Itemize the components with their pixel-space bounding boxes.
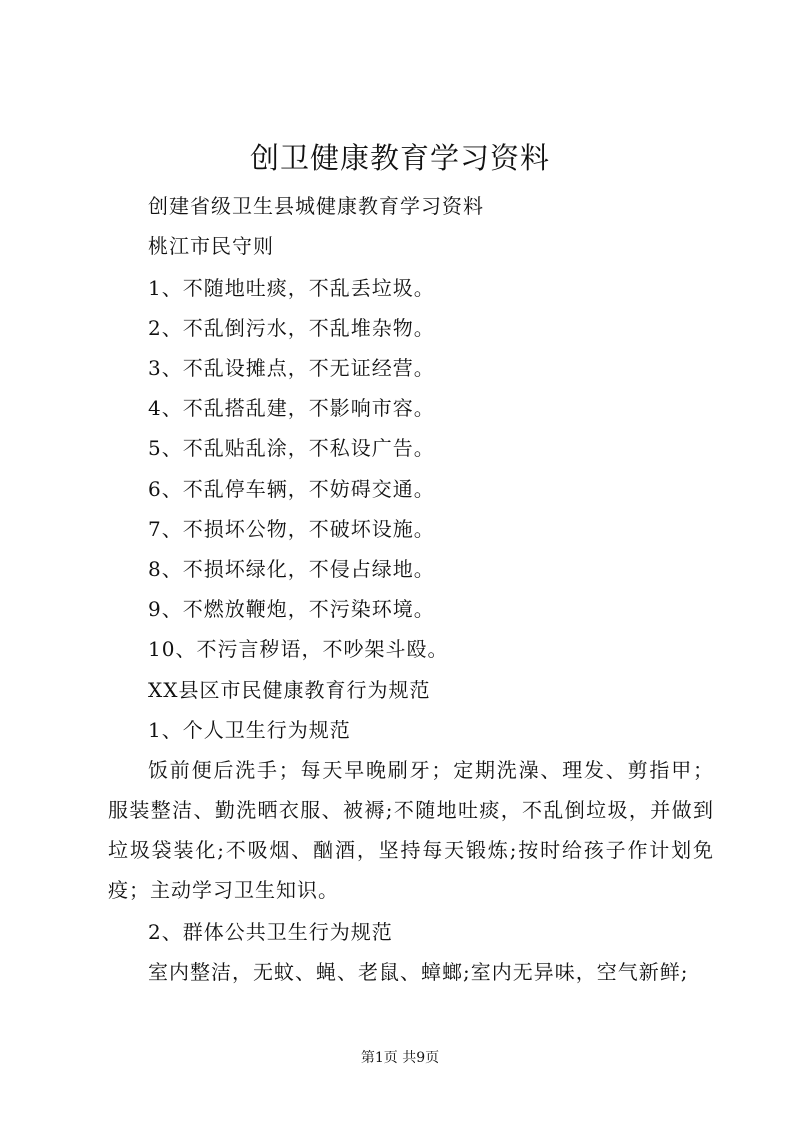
section-heading-citizen-code: 桃江市民守则 — [148, 234, 274, 258]
rule-item: 9、不燃放鞭炮，不污染环境。 — [148, 597, 435, 621]
subsection-heading-public-hygiene: 2、群体公共卫生行为规范 — [148, 920, 393, 944]
rule-item: 1、不随地吐痰，不乱丢垃圾。 — [148, 276, 435, 300]
paragraph-public-hygiene: 室内整洁，无蚊、蝇、老鼠、蟑螂;室内无异味，空气新鲜; — [148, 960, 689, 984]
document-subtitle: 创建省级卫生县城健康教育学习资料 — [148, 194, 484, 218]
rule-item: 5、不乱贴乱涂，不私设广告。 — [148, 436, 435, 460]
paragraph-personal-hygiene: 饭前便后洗手；每天早晚刷牙；定期洗澡、理发、剪指甲；服装整洁、勤洗晒衣服、被褥;不随地吐痰，不乱倒垃圾，并做到垃圾袋装化;不吸烟、酗酒，坚持每天锻炼;按时给孩子作计划免疫；主动学习卫生知识。 — [108, 758, 714, 902]
rule-item: 10、不污言秽语，不吵架斗殴。 — [148, 637, 449, 661]
rule-item: 2、不乱倒污水，不乱堆杂物。 — [148, 316, 435, 340]
document-title: 创卫健康教育学习资料 — [249, 141, 550, 175]
subsection-heading-personal-hygiene: 1、个人卫生行为规范 — [148, 718, 351, 742]
rule-item: 8、不损坏绿化，不侵占绿地。 — [148, 557, 435, 581]
rule-item: 4、不乱搭乱建，不影响市容。 — [148, 396, 435, 420]
section-heading-health-behavior: XX县区市民健康教育行为规范 — [148, 678, 431, 702]
rule-item: 7、不损坏公物，不破坏设施。 — [148, 517, 435, 541]
rule-item: 6、不乱停车辆，不妨碍交通。 — [148, 477, 435, 501]
rule-item: 3、不乱设摊点，不无证经营。 — [148, 356, 435, 380]
page-footer: 第1页 共9页 — [360, 1050, 440, 1066]
